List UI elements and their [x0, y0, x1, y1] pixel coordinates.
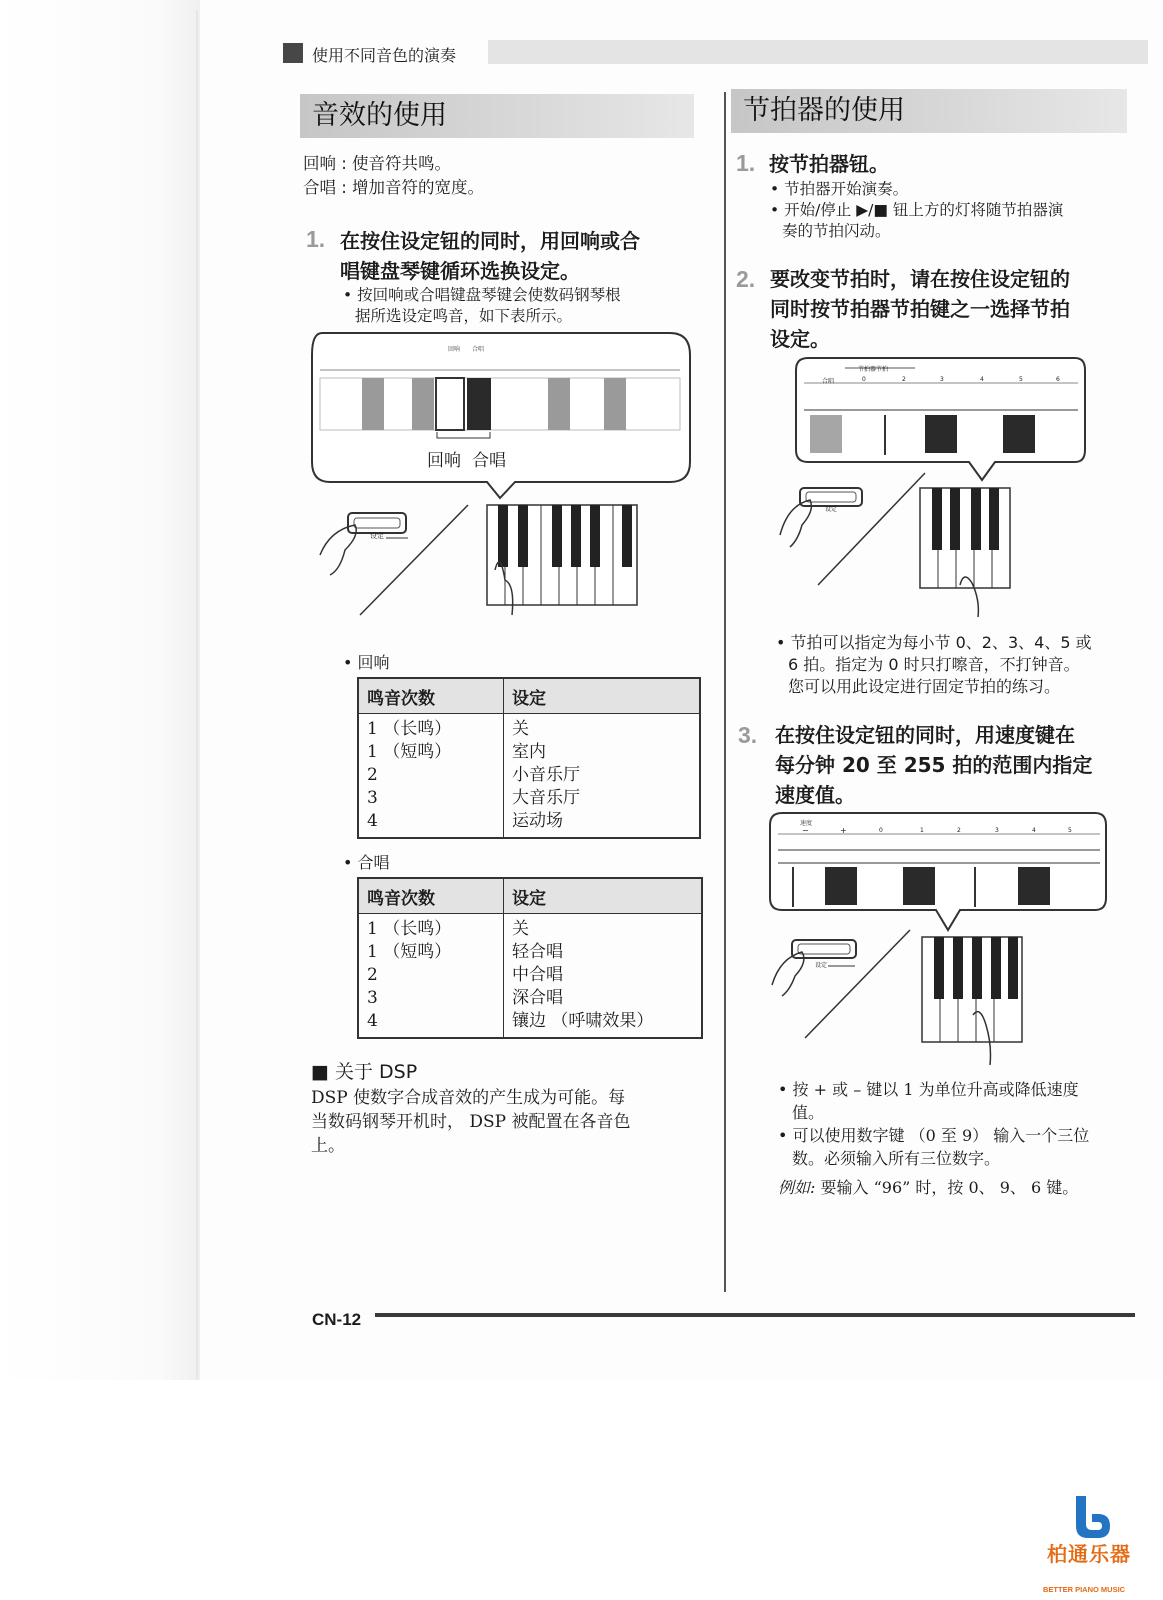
beat-bullet [776, 632, 1092, 698]
table-header-row [358, 678, 700, 714]
bullet-line: 奏的节拍闪动。 [782, 222, 891, 240]
table-cell: 关 [512, 919, 529, 939]
table-cell: 3 [367, 988, 378, 1008]
column-header: 鸣音次数 [358, 678, 504, 714]
step-number: 3. [738, 722, 758, 748]
column-divider [724, 92, 726, 1292]
header-bar [488, 40, 1148, 64]
step-text-line: 要改变节拍时，请在按住设定钮的 [770, 267, 1070, 291]
fig-label: 5 [1019, 376, 1023, 383]
page-number: CN-12 [312, 1310, 362, 1329]
reverb-table [357, 677, 701, 839]
button-label: 设定 [370, 532, 384, 540]
keyboard-illustration-effects [300, 330, 700, 620]
example-text: 要输入 “96” 时，按 0、 9、 6 键。 [820, 1178, 1079, 1197]
table-body [358, 914, 702, 1039]
table-cell: 深合唱 [512, 988, 563, 1008]
footer-rule [375, 1313, 1135, 1317]
column-header: 鸣音次数 [358, 878, 504, 914]
column-header: 设定 [504, 878, 703, 914]
table-cell: 小音乐厅 [512, 765, 580, 785]
table-cell: 轻合唱 [512, 942, 563, 962]
example-label: 例如: [778, 1178, 816, 1197]
table-cell: 2 [367, 765, 378, 785]
table-cell: 大音乐厅 [512, 788, 580, 808]
section-marker [283, 43, 303, 63]
counts-cell [358, 714, 504, 839]
tempo-bullets [778, 1078, 1089, 1170]
table-body [358, 714, 700, 839]
step-number: 2. [736, 266, 756, 292]
chorus-table [357, 877, 703, 1039]
dsp-text-line: DSP 使数字合成音效的产生成为可能。每 [311, 1088, 626, 1108]
table-cell: 3 [367, 788, 378, 808]
step-text-line: 速度值。 [775, 783, 855, 807]
step-text-line: 在按住设定钮的同时，用速度键在 [775, 723, 1075, 747]
watermark-text: 柏通乐器 [1047, 1542, 1131, 1566]
svg-text:合唱: 合唱 [472, 346, 485, 353]
step-text-line: 设定。 [770, 327, 830, 351]
table-cell: 1 （长鸣） [367, 719, 452, 739]
fig-label: 1 [920, 827, 924, 834]
step-text-line: 每分钟 20 至 255 拍的范围内指定 [775, 753, 1093, 777]
counts-cell [358, 914, 504, 1039]
section-title-effects: 音效的使用 [300, 94, 694, 138]
fig-label: 节拍器节拍 [858, 366, 889, 373]
step-number: 1. [736, 150, 756, 176]
dsp-text-line: 上。 [311, 1136, 345, 1156]
fig-label: 3 [940, 376, 944, 383]
bullet-line: 6 拍。指定为 0 时只打嚓音，不打钟音。 [788, 655, 1080, 674]
bullet-line: • 开始/停止 ▶/■ 钮上方的灯将随节拍器演 [770, 201, 1064, 219]
step-text [340, 226, 640, 286]
dsp-heading: ■ 关于 DSP [311, 1061, 418, 1083]
step-text-line: 同时按节拍器节拍键之一选择节拍 [770, 297, 1070, 321]
section-header: 使用不同音色的演奏 [312, 46, 457, 65]
table-cell: 2 [367, 965, 378, 985]
fig-label: 2 [902, 376, 906, 383]
bullet-line: 值。 [792, 1103, 825, 1122]
example-line [778, 1175, 1078, 1198]
bullet-line: • 节拍器开始演奏。 [770, 180, 909, 198]
chorus-heading: • 合唱 [343, 853, 390, 872]
page-edge [196, 10, 198, 1380]
intro-chorus: 合唱 : 增加音符的宽度。 [303, 178, 485, 197]
fig-label: 0 [862, 376, 866, 383]
table-cell: 关 [512, 719, 529, 739]
bullet-line: 您可以用此设定进行固定节拍的练习。 [788, 677, 1061, 696]
fig-label: 3 [995, 827, 999, 834]
bullet-line: • 按回响或合唱键盘琴键会使数码钢琴根 [343, 286, 621, 304]
table-cell: 中合唱 [512, 965, 563, 985]
reverb-heading: • 回响 [343, 653, 390, 672]
fig-label: 6 [1056, 376, 1060, 383]
watermark-subtext: BETTER PIANO MUSIC [1043, 1585, 1126, 1594]
table-header-row [358, 878, 702, 914]
table-cell: 1 （短鸣） [367, 942, 452, 962]
table-cell: 4 [367, 811, 378, 831]
keyboard-illustration-tempo [760, 810, 1130, 1070]
dsp-text [311, 1086, 631, 1158]
fig-label: − [802, 826, 809, 835]
table-cell: 1 （长鸣） [367, 919, 452, 939]
column-header: 设定 [504, 678, 701, 714]
button-label: 设定 [815, 962, 828, 969]
svg-text:回响: 回响 [448, 346, 461, 353]
brand-logo-icon [1068, 1494, 1112, 1540]
step-number: 1. [306, 226, 326, 252]
table-cell: 运动场 [512, 811, 563, 831]
fig-label: 速度 [800, 820, 813, 827]
table-cell: 1 （短鸣） [367, 742, 452, 762]
fig-label: 4 [1032, 827, 1036, 834]
step-text-line: 唱键盘琴键循环选换设定。 [340, 259, 580, 283]
fig-label: + [840, 826, 847, 835]
step-text [775, 720, 1092, 810]
step-text: 按节拍器钮。 [769, 152, 889, 176]
table-cell: 镶边 （呼啸效果） [512, 1011, 654, 1031]
step-bullets [770, 179, 1063, 242]
table-cell: 室内 [512, 742, 546, 762]
fig-label: 2 [957, 827, 961, 834]
label-chorus: 合唱 [472, 451, 506, 471]
table-cell: 4 [367, 1011, 378, 1031]
bullet-line: • 可以使用数字键 （0 至 9） 输入一个三位 [778, 1126, 1090, 1145]
fig-label: 5 [1068, 827, 1072, 834]
step-bullet [343, 285, 621, 327]
keyboard-illustration-beat [760, 355, 1130, 620]
bullet-line: 据所选设定鸣音，如下表所示。 [355, 307, 573, 325]
fig-label: 0 [879, 827, 883, 834]
button-label: 设定 [825, 506, 838, 513]
settings-cell [504, 714, 701, 839]
page-shadow [0, 0, 200, 1400]
step-text [770, 264, 1070, 354]
bullet-line: • 按 + 或 – 键以 1 为单位升高或降低速度 [778, 1080, 1079, 1099]
blank-margin [0, 1380, 1163, 1600]
dsp-text-line: 当数码钢琴开机时， DSP 被配置在各音色 [311, 1112, 631, 1132]
fig-label: 合唱 [822, 378, 835, 385]
step-text-line: 在按住设定钮的同时，用回响或合 [340, 229, 640, 253]
settings-cell [504, 914, 703, 1039]
label-reverb: 回响 [427, 451, 461, 471]
fig-label: 4 [980, 376, 984, 383]
section-title-metronome: 节拍器的使用 [731, 89, 1127, 133]
intro-reverb: 回响 : 使音符共鸣。 [303, 154, 452, 173]
bullet-line: 数。必须输入所有三位数字。 [792, 1149, 1001, 1168]
bullet-line: • 节拍可以指定为每小节 0、2、3、4、5 或 [776, 633, 1092, 652]
